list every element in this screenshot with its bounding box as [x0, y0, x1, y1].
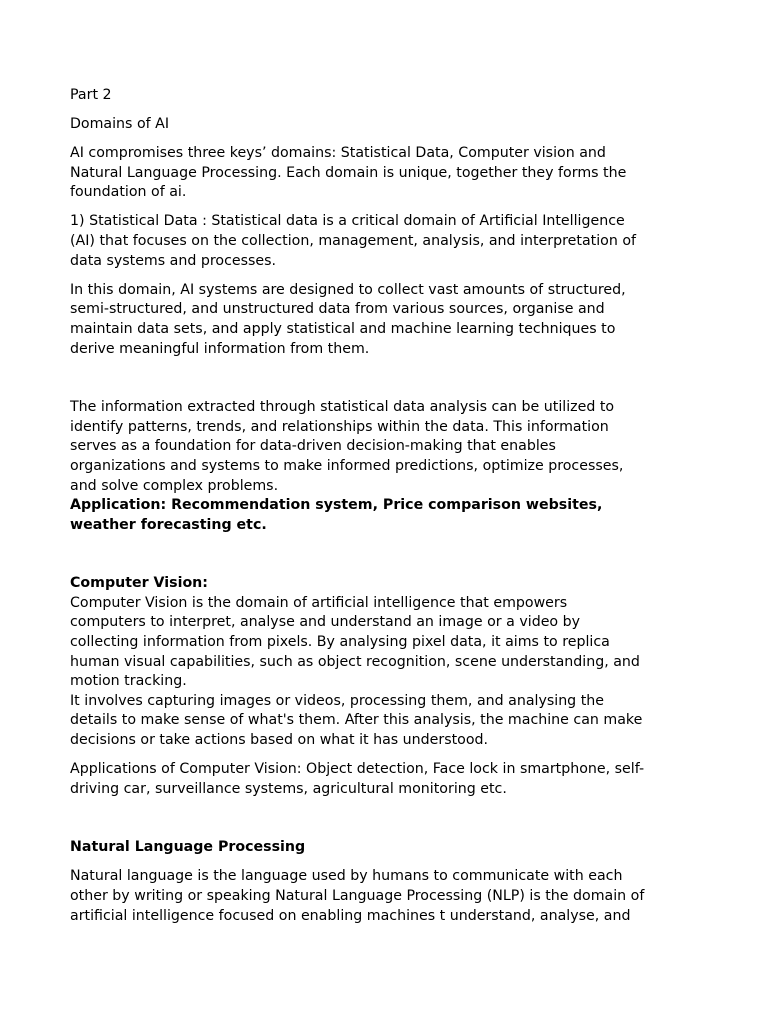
- paragraph-line: AI compromises three keys’ domains: Statistical Data, Computer vision and: [70, 145, 606, 162]
- paragraph-line: weather forecasting etc.: [70, 516, 267, 533]
- paragraph-line: derive meaningful information from them.: [70, 340, 370, 357]
- part-label-text: Part 2: [70, 87, 112, 103]
- part-label: [70, 86, 710, 106]
- statistical-info-paragraph: [70, 398, 710, 496]
- paragraph-line: 1) Statistical Data : Statistical data is a critical domain of Artificial Intelligence: [70, 213, 625, 230]
- paragraph-line: maintain data sets, and apply statistical and machine learning techniques to: [70, 320, 616, 337]
- section-heading-text: Domains of AI: [70, 116, 170, 133]
- computer-vision-heading: [70, 574, 710, 594]
- paragraph-line: driving car, surveillance systems, agricultural monitoring etc.: [70, 780, 507, 797]
- paragraph-line: serves as a foundation for data-driven decision-making that enables: [70, 438, 556, 455]
- paragraph-line: Applications of Computer Vision: Object detection, Face lock in smartphone, self-: [70, 761, 645, 778]
- paragraph-line: Natural Language Processing. Each domain is unique, together they forms the: [70, 164, 627, 181]
- paragraph-line: artificial intelligence focused on enabling machines t understand, analyse, and: [70, 907, 631, 924]
- paragraph-line: Natural language is the language used by humans to communicate with each: [70, 868, 623, 885]
- statistical-domain-paragraph: [70, 281, 710, 359]
- nlp-paragraph: [70, 867, 710, 926]
- document-page: [70, 86, 710, 926]
- nlp-heading: [70, 838, 710, 858]
- paragraph-line: Computer Vision is the domain of artificial intelligence that empowers: [70, 594, 568, 611]
- paragraph-line: foundation of ai.: [70, 184, 187, 201]
- paragraph-line: and solve complex problems.: [70, 477, 279, 494]
- computer-vision-heading-text: Computer Vision:: [70, 575, 208, 592]
- paragraph-line: (AI) that focuses on the collection, management, analysis, and interpretation of: [70, 233, 636, 250]
- computer-vision-paragraph: [70, 594, 710, 751]
- paragraph-line: motion tracking.: [70, 673, 187, 690]
- paragraph-line: It involves capturing images or videos, processing them, and analysing the: [70, 692, 604, 709]
- paragraph-line: semi-structured, and unstructured data from various sources, organise and: [70, 301, 605, 318]
- paragraph-line: In this domain, AI systems are designed to collect vast amounts of structured,: [70, 281, 626, 298]
- computer-vision-applications: [70, 760, 710, 799]
- paragraph-line: data systems and processes.: [70, 252, 277, 269]
- paragraph-line: details to make sense of what's them. After this analysis, the machine can make: [70, 712, 643, 729]
- paragraph-line: decisions or take actions based on what it has understood.: [70, 732, 489, 749]
- paragraph-line: collecting information from pixels. By analysing pixel data, it aims to replica: [70, 634, 610, 651]
- paragraph-line: other by writing or speaking Natural Language Processing (NLP) is the domain of: [70, 888, 645, 904]
- paragraph-line: human visual capabilities, such as object recognition, scene understanding, and: [70, 653, 640, 670]
- paragraph-line: organizations and systems to make informed predictions, optimize processes,: [70, 457, 624, 474]
- paragraph-line: identify patterns, trends, and relationships within the data. This information: [70, 418, 609, 435]
- statistical-application: [70, 496, 710, 535]
- section-heading: [70, 115, 710, 135]
- nlp-heading-text: Natural Language Processing: [70, 839, 306, 856]
- paragraph-line: computers to interpret, analyse and understand an image or a video by: [70, 614, 581, 631]
- intro-paragraph: [70, 144, 710, 203]
- paragraph-line: Application: Recommendation system, Price comparison websites,: [70, 497, 603, 514]
- paragraph-line: The information extracted through statistical data analysis can be utilized to: [70, 399, 615, 416]
- statistical-definition-paragraph: [70, 212, 710, 271]
